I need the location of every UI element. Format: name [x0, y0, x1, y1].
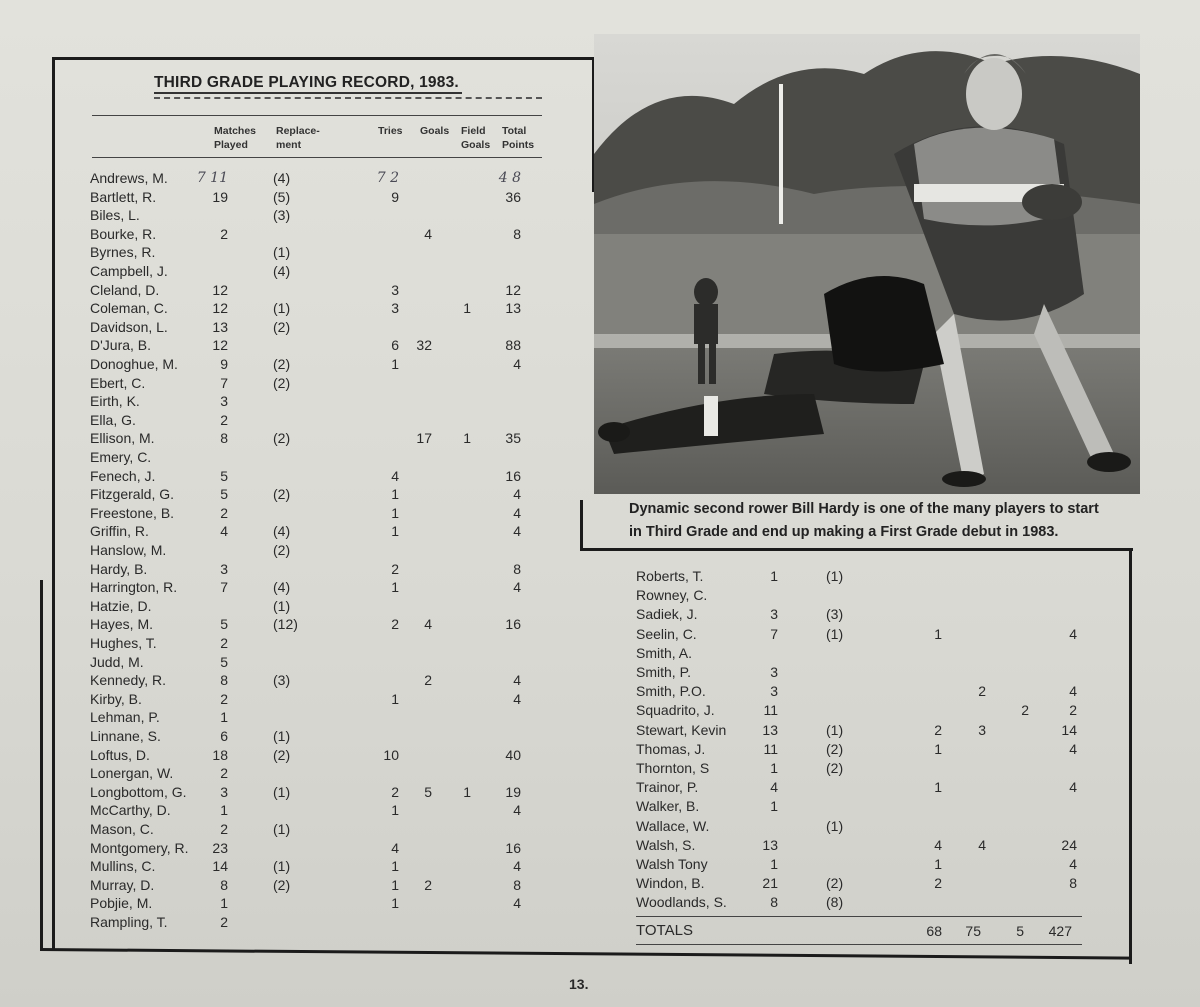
- goals: 4: [978, 836, 986, 853]
- player-name: Emery, C.: [90, 449, 152, 465]
- tries: 7 2: [376, 170, 399, 186]
- replacement: (2): [273, 542, 291, 558]
- tries: 2: [391, 616, 399, 633]
- matches-played: 5: [220, 467, 228, 484]
- player-name: Judd, M.: [90, 653, 144, 670]
- totals-points: 427: [1048, 923, 1072, 939]
- player-name: Harrington, R.: [90, 579, 178, 596]
- header-total-points: Total Points: [502, 125, 535, 151]
- player-name: Fenech, J.: [90, 467, 156, 484]
- matches-played: 19: [212, 188, 228, 205]
- matches-played: 2: [220, 225, 228, 242]
- replacement: (2): [826, 760, 844, 776]
- matches-played: 5: [220, 486, 228, 503]
- total-points: 4: [513, 672, 521, 689]
- field-goals: 2: [1021, 702, 1029, 719]
- matches-played: 2: [220, 635, 228, 651]
- tries: 1: [391, 895, 399, 912]
- total-points: 19: [505, 783, 521, 800]
- table-row: [0, 625, 1200, 643]
- player-name: Freestone, B.: [90, 504, 175, 521]
- player-name: Coleman, C.: [90, 300, 168, 317]
- header-field-goals: Field Goals: [461, 125, 491, 151]
- total-points: 4: [513, 858, 521, 875]
- player-name: Cleland, D.: [90, 281, 160, 298]
- matches-played: 2: [220, 765, 228, 782]
- player-name: Walker, B.: [636, 798, 700, 815]
- player-name: Hardy, B.: [90, 560, 148, 577]
- total-points: 4: [513, 579, 521, 596]
- tries: 1: [391, 690, 399, 707]
- player-name: Ebert, C.: [90, 374, 146, 391]
- goals: 2: [424, 672, 432, 689]
- player-name: Wallace, W.: [636, 817, 710, 834]
- matches-played: 3: [220, 560, 228, 577]
- replacement: (2): [273, 486, 291, 503]
- total-points: 4: [513, 356, 521, 372]
- player-name: Walsh Tony: [636, 856, 708, 872]
- page-title: THIRD GRADE PLAYING RECORD, 1983.: [154, 74, 459, 91]
- player-name: McCarthy, D.: [90, 802, 171, 819]
- table-row: [0, 541, 1200, 559]
- tries: 1: [934, 779, 942, 796]
- table-row: [0, 644, 1200, 662]
- field-goals: 1: [463, 783, 471, 800]
- player-name: Seelin, C.: [636, 625, 697, 642]
- matches-played: 13: [762, 836, 778, 853]
- matches-played: 12: [212, 300, 228, 317]
- player-name: Loftus, D.: [90, 746, 150, 763]
- player-name: Lonergan, W.: [90, 765, 174, 782]
- matches-played: 1: [220, 895, 228, 912]
- replacement: (1): [273, 728, 291, 744]
- player-name: Eirth, K.: [90, 393, 140, 410]
- player-name: Stewart, Kevin: [636, 721, 727, 738]
- table-row: [0, 817, 1200, 835]
- tries: 4: [934, 836, 942, 853]
- tries: 1: [934, 625, 942, 642]
- replacement: (1): [273, 858, 291, 875]
- total-points: 4: [1069, 779, 1077, 796]
- matches-played: 2: [220, 504, 228, 521]
- matches-played: 4: [220, 523, 228, 540]
- player-name: Byrnes, R.: [90, 244, 156, 261]
- player-name: Longbottom, G.: [90, 783, 187, 800]
- matches-played: 7 11: [196, 170, 228, 186]
- matches-played: 2: [220, 690, 228, 707]
- matches-played: 2: [220, 411, 228, 428]
- field-goals: 1: [463, 430, 471, 447]
- player-name: Mason, C.: [90, 821, 154, 837]
- player-name: Lehman, P.: [90, 709, 160, 726]
- goals: 4: [424, 616, 432, 633]
- replacement: (2): [273, 374, 291, 391]
- table-row: [0, 893, 1200, 911]
- header-bottom-rule: [92, 157, 542, 158]
- player-name: Windon, B.: [636, 875, 705, 892]
- matches-played: 2: [220, 821, 228, 837]
- player-name: Smith, P.: [636, 664, 691, 680]
- player-name: Rowney, C.: [636, 587, 708, 604]
- matches-played: 14: [212, 858, 228, 875]
- table-row: [0, 701, 1200, 719]
- goals: 32: [416, 337, 432, 354]
- tries: 2: [391, 783, 399, 800]
- replacement: (2): [273, 318, 291, 335]
- page-number: 13.: [569, 976, 589, 992]
- replacement: (1): [826, 568, 844, 584]
- table-row: [0, 836, 1200, 854]
- tries: 1: [391, 876, 399, 893]
- matches-played: 8: [220, 876, 228, 893]
- total-points: 8: [513, 560, 521, 577]
- replacement: (12): [273, 616, 298, 633]
- frame-top-left: [52, 57, 595, 60]
- total-points: 8: [513, 225, 521, 242]
- replacement: (2): [826, 740, 844, 757]
- table-row: [0, 759, 1200, 777]
- replacement: (4): [273, 170, 291, 186]
- player-name: Ella, G.: [90, 411, 136, 428]
- totals-row: [0, 922, 1200, 940]
- player-name: Hatzie, D.: [90, 597, 152, 614]
- matches-played: 11: [763, 702, 778, 719]
- player-name: Hughes, T.: [90, 635, 157, 651]
- table-row: [0, 663, 1200, 681]
- replacement: (1): [273, 783, 291, 800]
- matches-played: 12: [212, 337, 228, 354]
- tries: 1: [934, 856, 942, 872]
- matches-played: 7: [220, 579, 228, 596]
- replacement: (4): [273, 579, 291, 596]
- replacement: (3): [273, 207, 291, 224]
- tries: 6: [391, 337, 399, 354]
- player-name: Hayes, M.: [90, 616, 154, 633]
- matches-played: 8: [220, 672, 228, 689]
- total-points: 14: [1061, 721, 1077, 738]
- player-name: Roberts, T.: [636, 568, 704, 584]
- player-name: Thomas, J.: [636, 740, 706, 757]
- player-name: Bourke, R.: [90, 225, 157, 242]
- matches-played: 1: [220, 709, 228, 726]
- matches-played: 1: [770, 760, 778, 776]
- totals-goals: 75: [965, 923, 981, 939]
- player-name: Sadiek, J.: [636, 606, 698, 623]
- total-points: 4: [513, 690, 521, 707]
- table-row: [0, 682, 1200, 700]
- total-points: 4 8: [498, 170, 521, 186]
- replacement: (5): [273, 188, 291, 205]
- total-points: 4: [513, 802, 521, 819]
- player-name: Bartlett, R.: [90, 188, 157, 205]
- tries: 9: [391, 188, 399, 205]
- title-dashed-rule: [154, 97, 542, 99]
- field-goals: 1: [463, 300, 471, 317]
- table-row: [0, 874, 1200, 892]
- tries: 2: [391, 560, 399, 577]
- table-row: [0, 855, 1200, 873]
- matches-played: 3: [220, 393, 228, 410]
- table-row: [0, 586, 1200, 604]
- table-row: [0, 721, 1200, 739]
- replacement: (4): [273, 523, 291, 540]
- player-name: Griffin, R.: [90, 523, 149, 540]
- player-name: Donoghue, M.: [90, 356, 178, 372]
- total-points: 2: [1069, 702, 1077, 719]
- player-name: Kirby, B.: [90, 690, 142, 707]
- player-name: Rampling, T.: [90, 914, 168, 930]
- header-replacement: Replace- ment: [276, 125, 320, 151]
- player-name: Kennedy, R.: [90, 672, 167, 689]
- total-points: 16: [505, 467, 521, 484]
- tries: 10: [383, 746, 399, 763]
- tries: 4: [391, 467, 399, 484]
- total-points: 4: [513, 523, 521, 540]
- matches-played: 1: [770, 798, 778, 815]
- matches-played: 7: [220, 374, 228, 391]
- tries: 2: [934, 721, 942, 738]
- player-name: Campbell, J.: [90, 263, 168, 279]
- total-points: 35: [505, 430, 521, 447]
- matches-played: 12: [212, 281, 228, 298]
- total-points: 4: [513, 895, 521, 912]
- tries: 3: [391, 281, 399, 298]
- totals-tries: 68: [926, 923, 942, 939]
- tries: 1: [391, 858, 399, 875]
- total-points: 4: [1069, 683, 1077, 700]
- player-name: Hanslow, M.: [90, 542, 167, 558]
- total-points: 16: [505, 616, 521, 633]
- replacement: (1): [273, 597, 291, 614]
- total-points: 8: [1069, 875, 1077, 892]
- goals: 17: [416, 430, 432, 447]
- goals: 2: [978, 683, 986, 700]
- total-points: 12: [505, 281, 521, 298]
- header-tries: Tries: [378, 125, 403, 137]
- header-matches-played: Matches Played: [214, 125, 257, 151]
- matches-played: 5: [220, 653, 228, 670]
- matches-played: 13: [762, 721, 778, 738]
- tries: 1: [934, 740, 942, 757]
- matches-played: 23: [212, 839, 228, 856]
- matches-played: 1: [770, 856, 778, 872]
- photo-caption-line2: in Third Grade and end up making a First Grade debut in 1983.: [629, 524, 1059, 540]
- tries: 1: [391, 579, 399, 596]
- replacement: (2): [273, 746, 291, 763]
- matches-played: 11: [763, 740, 778, 757]
- total-points: 4: [1069, 856, 1077, 872]
- player-name: Fitzgerald, G.: [90, 486, 175, 503]
- tries: 1: [391, 504, 399, 521]
- player-photo: [594, 34, 1140, 494]
- table-row: [0, 778, 1200, 796]
- table-row: [0, 740, 1200, 758]
- player-name: Woodlands, S.: [636, 894, 727, 911]
- player-name: Mullins, C.: [90, 858, 156, 875]
- player-name: Pobjie, M.: [90, 895, 153, 912]
- totals-top-rule: [636, 916, 1082, 917]
- matches-played: 1: [220, 802, 228, 819]
- player-name: Andrews, M.: [90, 170, 168, 186]
- matches-played: 3: [770, 664, 778, 680]
- replacement: (1): [273, 821, 291, 837]
- header-goals: Goals: [420, 125, 450, 137]
- table-row: [0, 797, 1200, 815]
- tries: 1: [391, 356, 399, 372]
- matches-played: 8: [220, 430, 228, 447]
- replacement: (3): [273, 672, 291, 689]
- player-name: Smith, A.: [636, 644, 693, 661]
- player-name: Ellison, M.: [90, 430, 155, 447]
- player-name: Murray, D.: [90, 876, 155, 893]
- replacement: (1): [273, 300, 291, 317]
- header-top-rule: [92, 115, 542, 116]
- matches-played: 7: [770, 625, 778, 642]
- matches-played: 5: [220, 616, 228, 633]
- photo-caption-line1: Dynamic second rower Bill Hardy is one of the many players to start: [629, 501, 1099, 517]
- goals: 2: [424, 876, 432, 893]
- matches-played: 13: [212, 318, 228, 335]
- tries: 1: [391, 486, 399, 503]
- tries: 2: [934, 875, 942, 892]
- replacement: (2): [273, 356, 291, 372]
- replacement: (3): [826, 606, 844, 623]
- totals-bottom-rule: [636, 944, 1082, 945]
- replacement: (2): [273, 876, 291, 893]
- player-name: Linnane, S.: [90, 728, 161, 744]
- matches-played: 8: [770, 894, 778, 911]
- player-name: Montgomery, R.: [90, 839, 189, 856]
- tries: 1: [391, 802, 399, 819]
- matches-played: 1: [770, 568, 778, 584]
- totals-field-goals: 5: [1016, 923, 1024, 939]
- matches-played: 18: [212, 746, 228, 763]
- total-points: 24: [1061, 836, 1077, 853]
- replacement: (4): [273, 263, 291, 279]
- replacement: (2): [273, 430, 291, 447]
- total-points: 16: [505, 839, 521, 856]
- total-points: 4: [1069, 740, 1077, 757]
- matches-played: 3: [770, 606, 778, 623]
- goals: 5: [424, 783, 432, 800]
- goals: 4: [424, 225, 432, 242]
- player-name: Biles, L.: [90, 207, 140, 224]
- matches-played: 9: [220, 356, 228, 372]
- tries: 3: [391, 300, 399, 317]
- table-row: [0, 567, 1200, 585]
- replacement: (1): [273, 244, 291, 261]
- matches-played: 6: [220, 728, 228, 744]
- player-name: D'Jura, B.: [90, 337, 152, 354]
- total-points: 4: [513, 486, 521, 503]
- total-points: 4: [513, 504, 521, 521]
- title-underline: [154, 92, 462, 94]
- total-points: 8: [513, 876, 521, 893]
- totals-label: TOTALS: [636, 922, 693, 939]
- matches-played: 3: [770, 683, 778, 700]
- player-name: Squadrito, J.: [636, 702, 715, 719]
- rugby-tackle-image: [594, 34, 1140, 494]
- replacement: (1): [826, 625, 844, 642]
- matches-played: 4: [770, 779, 778, 796]
- total-points: 4: [1069, 625, 1077, 642]
- replacement: (8): [826, 894, 844, 911]
- total-points: 40: [505, 746, 521, 763]
- player-name: Smith, P.O.: [636, 683, 706, 700]
- replacement: (1): [826, 721, 844, 738]
- matches-played: 3: [220, 783, 228, 800]
- matches-played: 2: [220, 914, 228, 930]
- total-points: 13: [505, 300, 521, 317]
- player-name: Walsh, S.: [636, 836, 696, 853]
- replacement: (2): [826, 875, 844, 892]
- tries: 4: [391, 839, 399, 856]
- player-name: Davidson, L.: [90, 318, 168, 335]
- goals: 3: [978, 721, 986, 738]
- player-name: Thornton, S: [636, 760, 710, 776]
- table-row: [0, 605, 1200, 623]
- tries: 1: [391, 523, 399, 540]
- total-points: 88: [505, 337, 521, 354]
- replacement: (1): [826, 817, 844, 834]
- matches-played: 21: [762, 875, 778, 892]
- total-points: 36: [505, 188, 521, 205]
- player-name: Trainor, P.: [636, 779, 699, 796]
